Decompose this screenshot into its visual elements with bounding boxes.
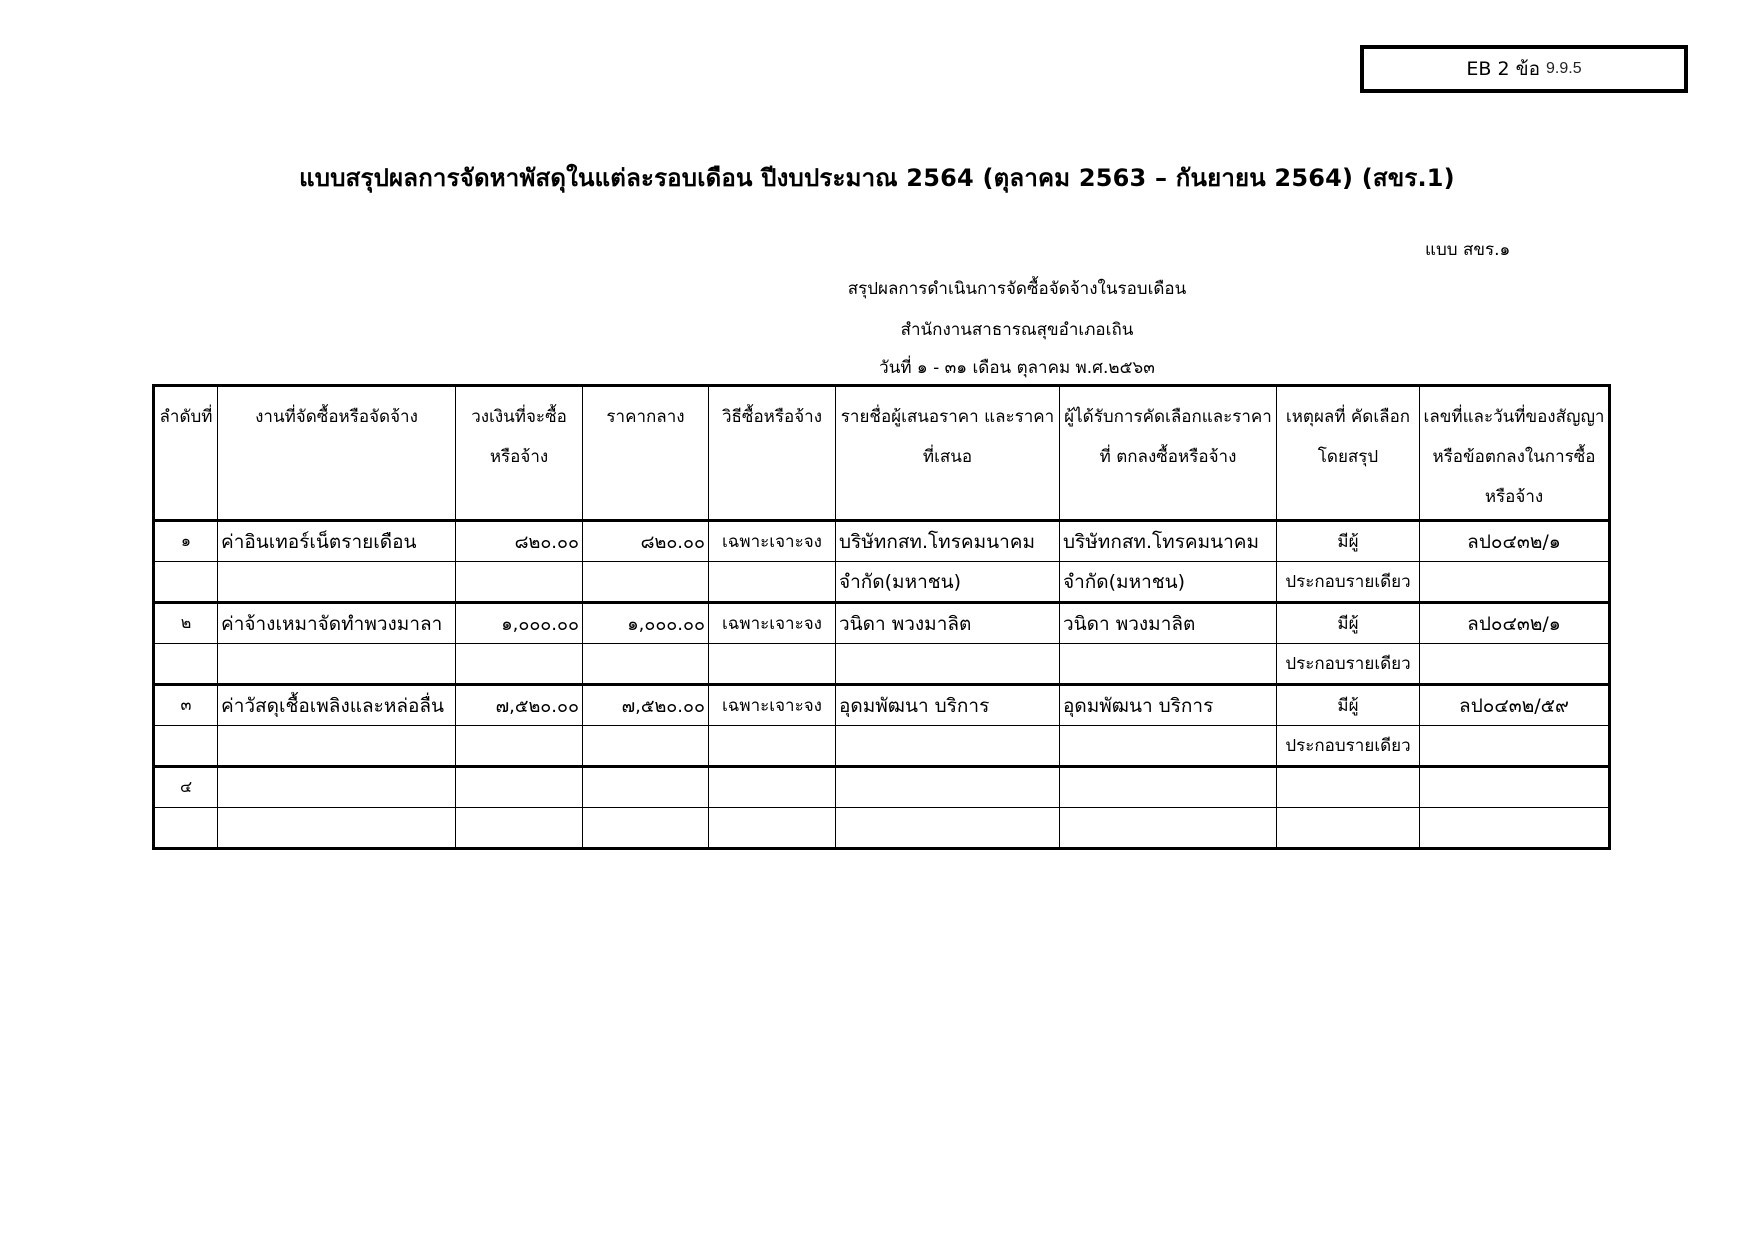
- header-contract: เลขที่และวันที่ของสัญญา หรือข้อตกลงในการซื้อ หรือจ้าง: [1420, 386, 1610, 521]
- cell-reason: มีผู้: [1277, 685, 1420, 726]
- cell-item: [218, 644, 456, 685]
- cell-method: [709, 767, 836, 808]
- table-row: [154, 726, 1610, 767]
- header-sequence: ลำดับที่: [154, 386, 218, 521]
- cell-item: ค่าอินเทอร์เน็ตรายเดือน: [218, 521, 456, 562]
- table-row: [154, 685, 1610, 726]
- cell-reason: ประกอบรายเดียว: [1277, 562, 1420, 603]
- cell-contract: ลป๐๔๓๒/๕๙: [1420, 685, 1610, 726]
- subtitle-office: สำนักงานสาธารณสุขอำเภอเถิน: [900, 320, 1134, 340]
- table-header-row: [154, 386, 1610, 521]
- cell-reason: ประกอบรายเดียว: [1277, 726, 1420, 767]
- cell-contract: [1420, 562, 1610, 603]
- cell-sequence: [154, 644, 218, 685]
- cell-bidders: [836, 644, 1060, 685]
- cell-selected: จำกัด(มหาชน): [1060, 562, 1277, 603]
- cell-item: [218, 726, 456, 767]
- cell-item: [218, 562, 456, 603]
- table-row: [154, 603, 1610, 644]
- table-row: [154, 644, 1610, 685]
- cell-item: [218, 808, 456, 849]
- cell-contract: ลป๐๔๓๒/๑: [1420, 521, 1610, 562]
- cell-reason: มีผู้: [1277, 521, 1420, 562]
- form-code: แบบ สขร.๑: [1425, 240, 1511, 260]
- header-reason: เหตุผลที่ คัดเลือก โดยสรุป: [1277, 386, 1420, 521]
- cell-selected: [1060, 767, 1277, 808]
- header-bidders: รายชื่อผู้เสนอราคา และราคาที่เสนอ: [836, 386, 1060, 521]
- cell-sequence: ๒: [154, 603, 218, 644]
- cell-selected: [1060, 808, 1277, 849]
- procurement-table: [152, 384, 1611, 850]
- cell-selected: บริษัทกสท.โทรคมนาคม: [1060, 521, 1277, 562]
- cell-reference-price: [583, 808, 709, 849]
- cell-budget: ๗,๕๒๐.๐๐: [456, 685, 583, 726]
- cell-reference-price: ๘๒๐.๐๐: [583, 521, 709, 562]
- cell-reference-price: ๑,๐๐๐.๐๐: [583, 603, 709, 644]
- cell-budget: [456, 767, 583, 808]
- cell-bidders: วนิดา พวงมาลิต: [836, 603, 1060, 644]
- cell-sequence: [154, 726, 218, 767]
- header-reference-price: ราคากลาง: [583, 386, 709, 521]
- cell-contract: [1420, 644, 1610, 685]
- cell-method: เฉพาะเจาะจง: [709, 521, 836, 562]
- cell-reason: ประกอบรายเดียว: [1277, 644, 1420, 685]
- cell-method: [709, 726, 836, 767]
- cell-selected: [1060, 726, 1277, 767]
- table-row: [154, 562, 1610, 603]
- cell-bidders: บริษัทกสท.โทรคมนาคม: [836, 521, 1060, 562]
- header-item: งานที่จัดซื้อหรือจัดจ้าง: [218, 386, 456, 521]
- cell-bidders: จำกัด(มหาชน): [836, 562, 1060, 603]
- header-budget: วงเงินที่จะซื้อ หรือจ้าง: [456, 386, 583, 521]
- cell-bidders: [836, 808, 1060, 849]
- cell-bidders: [836, 767, 1060, 808]
- cell-budget: [456, 808, 583, 849]
- cell-budget: [456, 562, 583, 603]
- cell-selected: อุดมพัฒนา บริการ: [1060, 685, 1277, 726]
- cell-reference-price: [583, 767, 709, 808]
- cell-contract: ลป๐๔๓๒/๑: [1420, 603, 1610, 644]
- cell-reference-price: [583, 562, 709, 603]
- document-code: EB 2 ข้อ: [1466, 58, 1540, 80]
- cell-method: [709, 644, 836, 685]
- header-method: วิธีซื้อหรือจ้าง: [709, 386, 836, 521]
- document-code-box: [1360, 45, 1688, 93]
- cell-contract: [1420, 726, 1610, 767]
- cell-sequence: ๔: [154, 767, 218, 808]
- cell-bidders: [836, 726, 1060, 767]
- cell-item: ค่าจ้างเหมาจัดทำพวงมาลา: [218, 603, 456, 644]
- page-title: แบบสรุปผลการจัดหาพัสดุในแต่ละรอบเดือน ปีงบประมาณ 2564 (ตุลาคม 2563 – กันยายน 2564) (สขร.1): [299, 164, 1455, 192]
- header-selected: ผู้ได้รับการคัดเลือกและราคาที่ ตกลงซื้อหรือจ้าง: [1060, 386, 1277, 521]
- cell-sequence: [154, 808, 218, 849]
- table-row: [154, 808, 1610, 849]
- cell-selected: [1060, 644, 1277, 685]
- table-row: [154, 767, 1610, 808]
- document-code-ref: 9.9.5: [1546, 60, 1582, 77]
- cell-reference-price: [583, 644, 709, 685]
- cell-selected: วนิดา พวงมาลิต: [1060, 603, 1277, 644]
- cell-budget: ๘๒๐.๐๐: [456, 521, 583, 562]
- cell-contract: [1420, 808, 1610, 849]
- cell-reason: [1277, 808, 1420, 849]
- cell-sequence: [154, 562, 218, 603]
- cell-reference-price: ๗,๕๒๐.๐๐: [583, 685, 709, 726]
- cell-method: เฉพาะเจาะจง: [709, 603, 836, 644]
- cell-sequence: ๓: [154, 685, 218, 726]
- table-row: [154, 521, 1610, 562]
- table-body: [154, 521, 1610, 849]
- cell-sequence: ๑: [154, 521, 218, 562]
- cell-contract: [1420, 767, 1610, 808]
- cell-bidders: อุดมพัฒนา บริการ: [836, 685, 1060, 726]
- cell-reason: มีผู้: [1277, 603, 1420, 644]
- cell-item: [218, 767, 456, 808]
- cell-method: [709, 808, 836, 849]
- cell-method: เฉพาะเจาะจง: [709, 685, 836, 726]
- cell-method: [709, 562, 836, 603]
- cell-budget: [456, 726, 583, 767]
- cell-reference-price: [583, 726, 709, 767]
- cell-budget: [456, 644, 583, 685]
- subtitle-date: วันที่ ๑ - ๓๑ เดือน ตุลาคม พ.ศ.๒๕๖๓: [879, 358, 1155, 378]
- cell-item: ค่าวัสดุเชื้อเพลิงและหล่อลื่น: [218, 685, 456, 726]
- cell-budget: ๑,๐๐๐.๐๐: [456, 603, 583, 644]
- cell-reason: [1277, 767, 1420, 808]
- subtitle-summary: สรุปผลการดำเนินการจัดซื้อจัดจ้างในรอบเดือน: [847, 279, 1187, 299]
